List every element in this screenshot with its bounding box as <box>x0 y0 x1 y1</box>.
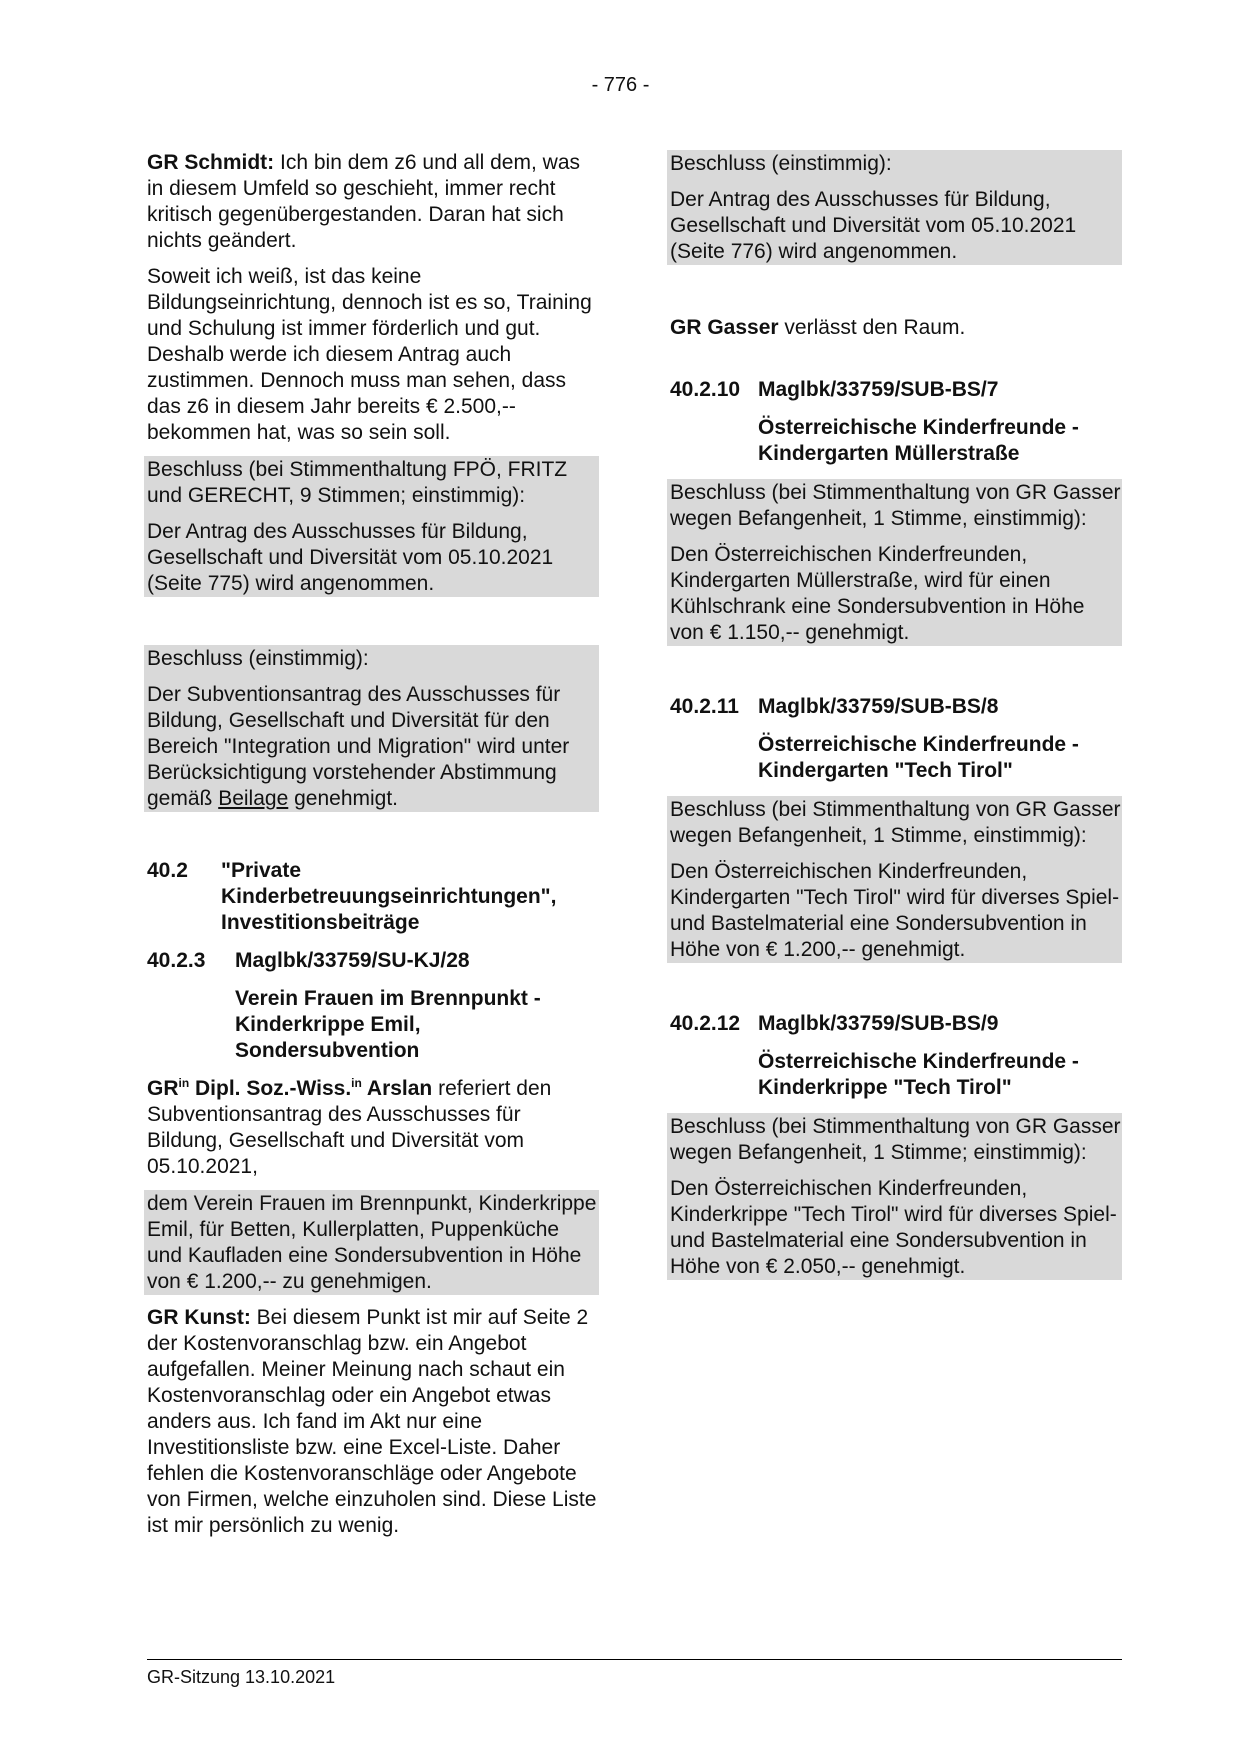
decision-head: Beschluss (bei Stimmenthaltung FPÖ, FRITZ und GERECHT, 9 Stimmen; einstimmig): <box>147 458 568 507</box>
motion-box <box>144 1190 599 1295</box>
speech-text: Bei diesem Punkt ist mir auf Seite 2 der Kostenvoranschlag bzw. ein Angebot aufgefallen. Meiner Meinung nach schaut ein Kostenvoranschlag oder ein Angebot etwas anders aus. Ich fand im Akt nur eine Investitionsliste bzw. eine Excel-Liste. Daher fehlen die Kostenvoranschläge oder Angebote von Firmen, welche einzuholen sind. Diese Liste ist mir persönlich zu wenig. <box>147 1306 597 1537</box>
speaker-name: GR Kunst: <box>147 1306 251 1329</box>
decision-body: Der Antrag des Ausschusses für Bildung, Gesellschaft und Diversität vom 05.10.2021 (Seite 776) wird angenommen. <box>670 188 1077 263</box>
decision-body: Den Österreichischen Kinderfreunden, Kindergarten "Tech Tirol" wird für diverses Spiel- und Bastelmaterial eine Sondersubvention in Höhe von € 1.200,-- genehmigt. <box>670 860 1120 961</box>
decision-box <box>144 645 599 812</box>
footer-divider <box>147 1659 1122 1660</box>
decision-head: Beschluss (bei Stimmenthaltung von GR Gasser wegen Befangenheit, 1 Stimme; einstimmig): <box>670 1115 1121 1164</box>
section-number: 40.2.12 <box>670 1012 741 1035</box>
section-subtitle: Österreichische Kinderfreunde - Kindergarten "Tech Tirol" <box>758 733 1079 782</box>
section-subtitle: Österreichische Kinderfreunde - Kindergarten Müllerstraße <box>758 416 1079 465</box>
decision-head: Beschluss (bei Stimmenthaltung von GR Gasser wegen Befangenheit, 1 Stimme, einstimmig): <box>670 481 1121 530</box>
decision-box <box>667 1113 1122 1280</box>
right-column <box>670 150 1122 1290</box>
speech-text: referiert den Subventionsantrag des Ausschusses für Bildung, Gesellschaft und Diversität vom 05.10.2021, <box>147 1077 552 1178</box>
note-gasser: GR Gasser verlässt den Raum. <box>670 316 966 339</box>
decision-body: Den Österreichischen Kinderfreunden, Kinderkrippe "Tech Tirol" wird für diverses Spiel- und Bastelmaterial eine Sondersubvention in Höhe von € 2.050,-- genehmigt. <box>670 1177 1117 1278</box>
section-code: Maglbk/33759/SUB-BS/9 <box>758 1012 999 1035</box>
page-number: - 776 - <box>591 74 650 96</box>
speaker-name: $GR^{in}$ Dipl. Soz.-Wiss.$^{in}$ Arslan <box>147 1076 433 1100</box>
footer-text: GR-Sitzung 13.10.2021 <box>147 1667 336 1687</box>
speaker-name: GR Schmidt: <box>147 151 275 174</box>
speech-schmidt <box>147 150 599 254</box>
section-heading-40-2-3 <box>147 948 599 974</box>
section-subtitle: Verein Frauen im Brennpunkt - Kinderkrippe Emil, Sondersubvention <box>235 987 541 1062</box>
decision-body: Den Österreichischen Kinderfreunden, Kindergarten Müllerstraße, wird für einen Kühlschrank eine Sondersubvention in Höhe von € 1.150,-- genehmigt. <box>670 543 1085 644</box>
speech-schmidt-continued: Soweit ich weiß, ist das keine Bildungseinrichtung, dennoch ist es so, Training und Schulung ist immer förderlich und gut. Deshalb werde ich diesem Antrag auch zustimmen. Dennoch muss man sehen, dass das z6 in diesem Jahr bereits € 2.500,-- bekommen hat, was so sein soll. <box>147 265 592 444</box>
section-code: Maglbk/33759/SUB-BS/7 <box>758 378 999 401</box>
section-number: 40.2 <box>147 859 188 882</box>
section-code: Maglbk/33759/SU-KJ/28 <box>235 949 470 972</box>
section-heading-40-2 <box>147 858 599 936</box>
decision-box <box>667 150 1122 265</box>
decision-head: Beschluss (bei Stimmenthaltung von GR Gasser wegen Befangenheit, 1 Stimme, einstimmig): <box>670 798 1121 847</box>
beilage-link[interactable]: Beilage <box>218 787 289 810</box>
speech-kunst <box>147 1305 599 1539</box>
section-number: 40.2.3 <box>147 949 206 972</box>
section-heading-40-2-11 <box>670 694 1122 720</box>
motion-text: dem Verein Frauen im Brennpunkt, Kinderkrippe Emil, für Betten, Kullerplatten, Puppenküche und Kaufladen eine Sondersubvention in Höhe von € 1.200,-- zu genehmigen. <box>147 1192 597 1293</box>
section-number: 40.2.10 <box>670 378 741 401</box>
decision-head: Beschluss (einstimmig): <box>670 152 892 175</box>
speech-text: Ich bin dem z6 und all dem, was in diesem Umfeld so geschieht, immer recht kritisch gegenübergestanden. Daran hat sich nichts geändert. <box>147 151 580 252</box>
speaker-name: GR Gasser <box>670 316 779 339</box>
section-heading-40-2-10 <box>670 377 1122 403</box>
decision-box <box>667 796 1122 963</box>
decision-box <box>144 456 599 597</box>
section-heading-40-2-12 <box>670 1011 1122 1037</box>
section-code: Maglbk/33759/SUB-BS/8 <box>758 695 999 718</box>
decision-body: Der Antrag des Ausschusses für Bildung, Gesellschaft und Diversität vom 05.10.2021 (Seite 775) wird angenommen. <box>147 520 554 595</box>
section-subtitle: Österreichische Kinderfreunde - Kinderkrippe "Tech Tirol" <box>758 1050 1079 1099</box>
left-column <box>147 150 599 1551</box>
decision-body: Der Subventionsantrag des Ausschusses für Bildung, Gesellschaft und Diversität für den Bereich "Integration und Migration" wird unter Berücksichtigung vorstehender Abstimmung gemäß Beilage genehmigt. <box>147 683 570 810</box>
section-title: "Private Kinderbetreuungseinrichtungen", Investitionsbeiträge <box>221 859 557 934</box>
decision-head: Beschluss (einstimmig): <box>147 647 369 670</box>
speech-arslan <box>147 1076 599 1180</box>
section-number: 40.2.11 <box>670 695 739 718</box>
decision-box <box>667 479 1122 646</box>
